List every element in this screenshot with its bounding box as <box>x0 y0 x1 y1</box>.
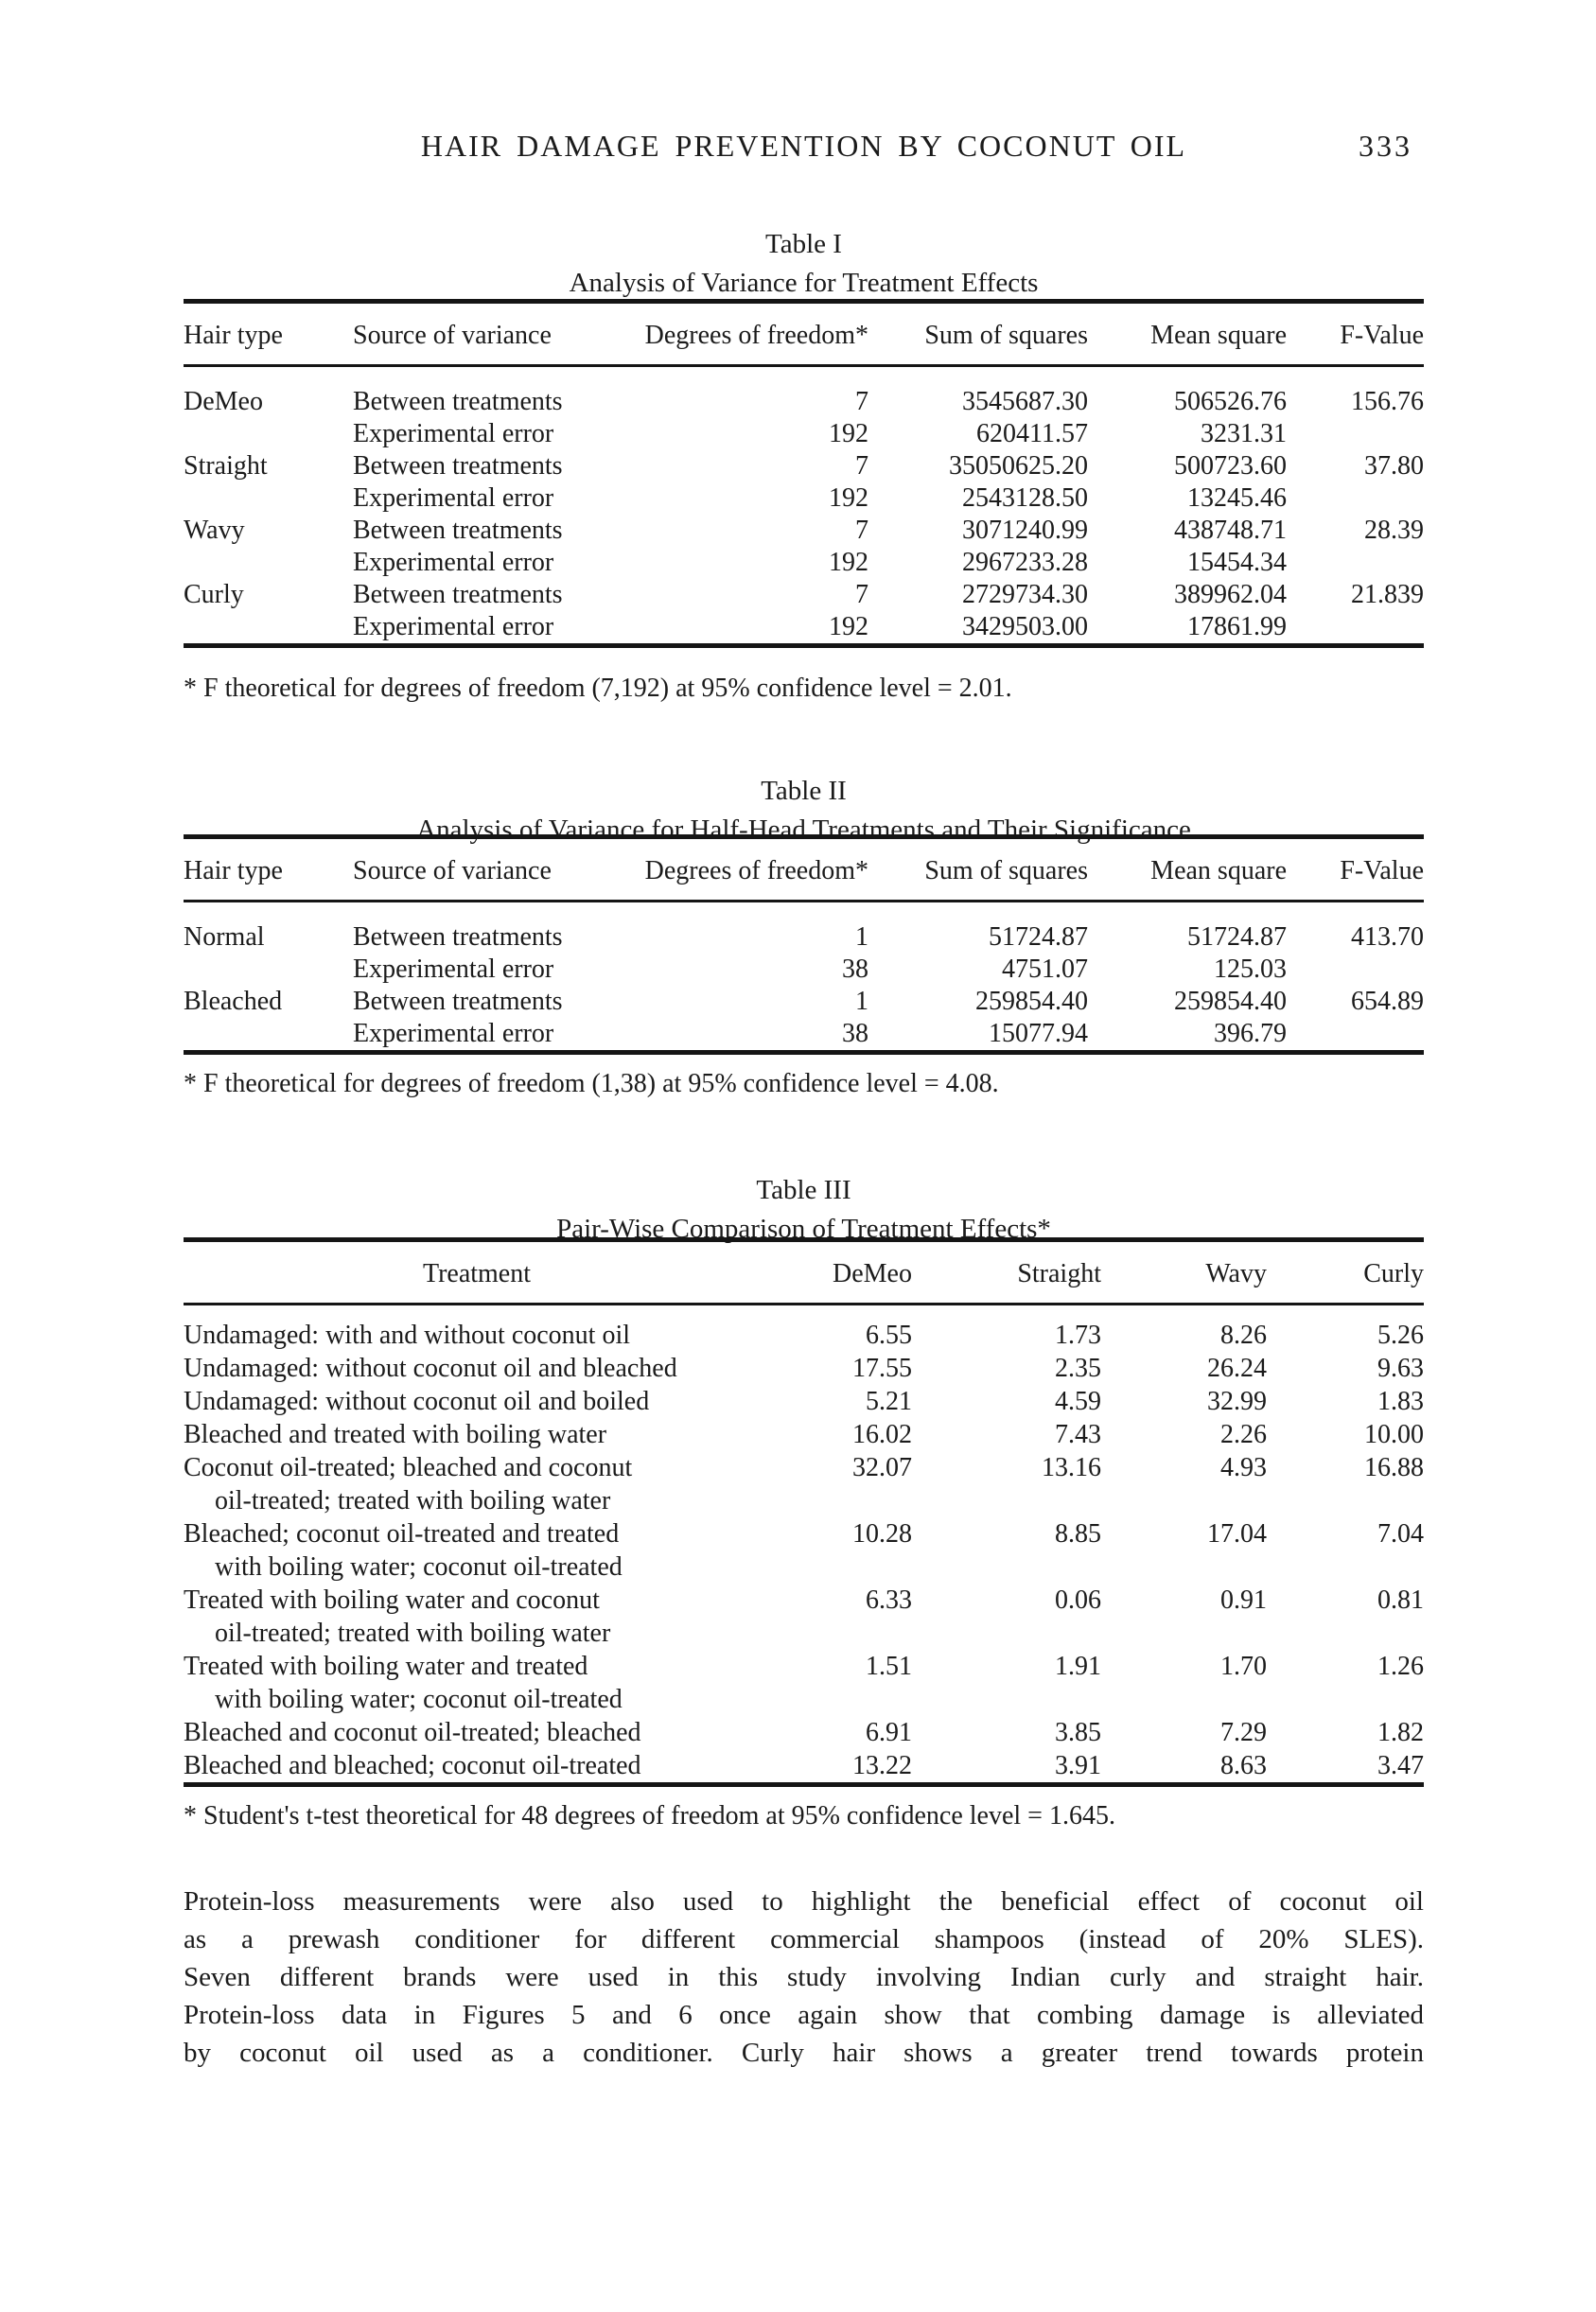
ss-cell: 3545687.30 <box>962 387 1088 416</box>
table-header-row <box>184 1240 1424 1305</box>
df-cell: 7 <box>855 387 868 416</box>
wavy-cell: 26.24 <box>1207 1354 1267 1383</box>
df-cell: 192 <box>829 548 868 577</box>
df-cell: 38 <box>842 955 868 984</box>
source-cell: Between treatments <box>353 516 563 545</box>
straight-cell: 8.85 <box>1055 1519 1101 1549</box>
curly-cell: 16.88 <box>1364 1453 1424 1482</box>
table-header-row <box>184 302 1424 366</box>
ms-cell: 438748.71 <box>1174 516 1287 545</box>
curly-cell: 10.00 <box>1364 1420 1424 1449</box>
ss-cell: 15077.94 <box>989 1019 1088 1048</box>
table-row <box>184 579 1424 611</box>
curly-cell: 1.26 <box>1377 1652 1424 1681</box>
ss-cell: 3071240.99 <box>962 516 1088 545</box>
table-row <box>184 1018 1424 1053</box>
col-header-wavy: Wavy <box>1101 1240 1267 1305</box>
hair-type-cell <box>184 482 353 515</box>
straight-cell: 0.06 <box>1055 1585 1101 1615</box>
demeo-cell: 5.21 <box>866 1387 912 1416</box>
f-value-cell: 37.80 <box>1364 451 1424 481</box>
table-row <box>184 1650 1424 1716</box>
ss-cell: 4751.07 <box>1002 955 1088 984</box>
treatment-line: oil-treated; treated with boiling water <box>215 1486 611 1515</box>
source-cell: Experimental error <box>353 419 554 448</box>
treatment-line: Undamaged: without coconut oil and boiled <box>184 1387 650 1416</box>
ss-cell: 259854.40 <box>975 987 1088 1016</box>
table-row <box>184 1451 1424 1517</box>
ss-cell: 3429503.00 <box>962 612 1088 641</box>
table-header-row <box>184 837 1424 902</box>
demeo-cell: 17.55 <box>852 1354 912 1383</box>
straight-cell: 4.59 <box>1055 1387 1101 1416</box>
table2-footnote: * F theoretical for degrees of freedom (1,38) at 95% confidence level = 4.08. <box>184 1069 999 1098</box>
demeo-cell: 1.51 <box>866 1652 912 1681</box>
source-cell: Experimental error <box>353 548 554 577</box>
table-row <box>184 1716 1424 1749</box>
f-value-cell <box>1287 954 1424 986</box>
table1-caption <box>184 225 1424 303</box>
col-header-mean-square: Mean square <box>1088 837 1287 902</box>
hair-type-cell: Straight <box>184 451 268 481</box>
treatment-cell <box>184 1352 770 1385</box>
table1-container <box>184 299 1424 648</box>
f-value-cell <box>1287 547 1424 579</box>
hair-type-cell: Bleached <box>184 987 283 1016</box>
ss-cell: 51724.87 <box>989 922 1088 952</box>
treatment-cell <box>184 1584 770 1650</box>
ss-cell: 2967233.28 <box>962 548 1088 577</box>
straight-cell: 13.16 <box>1042 1453 1101 1482</box>
paragraph-line: Protein-loss measurements were also used to highlight the beneficial effect of coconut oil <box>184 1886 1424 1917</box>
treatment-cell <box>184 1385 770 1418</box>
table-row <box>184 1305 1424 1353</box>
demeo-cell: 6.91 <box>866 1718 912 1747</box>
wavy-cell: 7.29 <box>1220 1718 1267 1747</box>
wavy-cell: 8.26 <box>1220 1321 1267 1350</box>
treatment-cell <box>184 1650 770 1716</box>
paragraph-line: Seven different brands were used in this study involving Indian curly and straight hair. <box>184 1962 1424 1992</box>
treatment-line: with boiling water; coconut oil-treated <box>215 1552 623 1582</box>
hair-type-cell <box>184 611 353 646</box>
table-row <box>184 366 1424 419</box>
table3-footnote: * Student's t-test theoretical for 48 degrees of freedom at 95% confidence level = 1.645. <box>184 1801 1115 1830</box>
df-cell: 1 <box>855 922 868 952</box>
df-cell: 192 <box>829 419 868 448</box>
col-header-source-of-variance: Source of variance <box>353 302 623 366</box>
f-value-cell: 413.70 <box>1351 922 1424 952</box>
curly-cell: 0.81 <box>1377 1585 1424 1615</box>
wavy-cell: 4.93 <box>1220 1453 1267 1482</box>
table2-subtitle: Analysis of Variance for Half-Head Treatments and Their Significance <box>416 814 1191 845</box>
straight-cell: 1.73 <box>1055 1321 1101 1350</box>
df-cell: 7 <box>855 580 868 609</box>
source-cell: Experimental error <box>353 612 554 641</box>
ss-cell: 620411.57 <box>976 419 1088 448</box>
source-cell: Experimental error <box>353 955 554 984</box>
body-paragraph <box>184 1883 1424 2072</box>
straight-cell: 3.85 <box>1055 1718 1101 1747</box>
f-value-cell <box>1287 611 1424 646</box>
page-header <box>184 129 1424 166</box>
ms-cell: 259854.40 <box>1174 987 1287 1016</box>
paragraph-line: Protein-loss data in Figures 5 and 6 once again show that combing damage is alleviated <box>184 2000 1424 2030</box>
col-header-hair-type: Hair type <box>184 837 353 902</box>
col-header-sum-of-squares: Sum of squares <box>868 302 1088 366</box>
treatment-line: Bleached and bleached; coconut oil-treated <box>184 1751 641 1780</box>
f-value-cell <box>1287 1018 1424 1053</box>
table2-anova-half-head <box>184 834 1424 1055</box>
col-header-straight: Straight <box>912 1240 1101 1305</box>
treatment-line: oil-treated; treated with boiling water <box>215 1619 611 1648</box>
ms-cell: 15454.34 <box>1187 548 1287 577</box>
paragraph-line: as a prewash conditioner for different commercial shampoos (instead of 20% SLES). <box>184 1924 1424 1954</box>
col-header-f-value: F-Value <box>1287 302 1424 366</box>
curly-cell: 3.47 <box>1377 1751 1424 1780</box>
ss-cell: 35050625.20 <box>949 451 1088 481</box>
f-value-cell: 28.39 <box>1364 516 1424 545</box>
hair-type-cell: Wavy <box>184 516 245 545</box>
ms-cell: 506526.76 <box>1174 387 1287 416</box>
table1-title: Table I <box>765 229 842 259</box>
demeo-cell: 13.22 <box>852 1751 912 1780</box>
hair-type-cell <box>184 954 353 986</box>
demeo-cell: 6.55 <box>866 1321 912 1350</box>
wavy-cell: 17.04 <box>1207 1519 1267 1549</box>
df-cell: 1 <box>855 987 868 1016</box>
table3-subtitle: Pair-Wise Comparison of Treatment Effects* <box>556 1214 1051 1244</box>
curly-cell: 1.82 <box>1377 1718 1424 1747</box>
treatment-cell <box>184 1749 770 1785</box>
table1-anova-treatment-effects <box>184 299 1424 648</box>
table-row <box>184 986 1424 1018</box>
table2-container <box>184 834 1424 1055</box>
treatment-line: Coconut oil-treated; bleached and coconut <box>184 1453 633 1482</box>
col-header-hair-type: Hair type <box>184 302 353 366</box>
col-header-demeo: DeMeo <box>770 1240 912 1305</box>
f-value-cell <box>1287 482 1424 515</box>
table-row <box>184 1749 1424 1785</box>
table-row <box>184 515 1424 547</box>
table1-subtitle: Analysis of Variance for Treatment Effects <box>569 268 1039 298</box>
treatment-cell <box>184 1418 770 1451</box>
curly-cell: 9.63 <box>1377 1354 1424 1383</box>
demeo-cell: 6.33 <box>866 1585 912 1615</box>
treatment-cell <box>184 1451 770 1517</box>
hair-type-cell <box>184 1018 353 1053</box>
ms-cell: 125.03 <box>1214 955 1287 984</box>
col-header-treatment: Treatment <box>184 1240 770 1305</box>
source-cell: Between treatments <box>353 580 563 609</box>
ms-cell: 51724.87 <box>1187 922 1287 952</box>
treatment-cell <box>184 1517 770 1584</box>
df-cell: 192 <box>829 483 868 513</box>
f-value-cell: 654.89 <box>1351 987 1424 1016</box>
ms-cell: 13245.46 <box>1187 483 1287 513</box>
treatment-line: Undamaged: with and without coconut oil <box>184 1321 631 1350</box>
treatment-line: Treated with boiling water and coconut <box>184 1585 600 1615</box>
demeo-cell: 32.07 <box>852 1453 912 1482</box>
ms-cell: 500723.60 <box>1174 451 1287 481</box>
demeo-cell: 10.28 <box>852 1519 912 1549</box>
wavy-cell: 32.99 <box>1207 1387 1267 1416</box>
df-cell: 7 <box>855 516 868 545</box>
table3-container <box>184 1237 1424 1787</box>
wavy-cell: 8.63 <box>1220 1751 1267 1780</box>
demeo-cell: 16.02 <box>852 1420 912 1449</box>
treatment-line: Bleached and coconut oil-treated; bleached <box>184 1718 641 1747</box>
table-row <box>184 482 1424 515</box>
table-row <box>184 1352 1424 1385</box>
ss-cell: 2729734.30 <box>962 580 1088 609</box>
source-cell: Experimental error <box>353 483 554 513</box>
table-row <box>184 547 1424 579</box>
running-title: HAIR DAMAGE PREVENTION BY COCONUT OIL <box>420 129 1187 163</box>
treatment-line: Treated with boiling water and treated <box>184 1652 588 1681</box>
ms-cell: 17861.99 <box>1187 612 1287 641</box>
treatment-line: Bleached; coconut oil-treated and treated <box>184 1519 620 1549</box>
curly-cell: 7.04 <box>1377 1519 1424 1549</box>
table-row <box>184 1418 1424 1451</box>
treatment-cell <box>184 1305 770 1353</box>
treatment-line: Bleached and treated with boiling water <box>184 1420 607 1449</box>
treatment-cell <box>184 1716 770 1749</box>
table-row <box>184 1584 1424 1650</box>
table2-title: Table II <box>761 776 847 806</box>
hair-type-cell: Curly <box>184 580 244 609</box>
table-row <box>184 450 1424 482</box>
table-row <box>184 902 1424 955</box>
source-cell: Experimental error <box>353 1019 554 1048</box>
paragraph-line: by coconut oil used as a conditioner. Curly hair shows a greater trend towards protein <box>184 2038 1424 2068</box>
hair-type-cell <box>184 547 353 579</box>
page-number: 333 <box>1359 129 1412 163</box>
straight-cell: 1.91 <box>1055 1652 1101 1681</box>
curly-cell: 1.83 <box>1377 1387 1424 1416</box>
ss-cell: 2543128.50 <box>962 483 1088 513</box>
col-header-sum-of-squares: Sum of squares <box>868 837 1088 902</box>
table-row <box>184 418 1424 450</box>
source-cell: Between treatments <box>353 451 563 481</box>
straight-cell: 3.91 <box>1055 1751 1101 1780</box>
straight-cell: 2.35 <box>1055 1354 1101 1383</box>
table-row <box>184 1517 1424 1584</box>
table1-footnote: * F theoretical for degrees of freedom (7,192) at 95% confidence level = 2.01. <box>184 674 1012 703</box>
ms-cell: 389962.04 <box>1174 580 1287 609</box>
f-value-cell: 21.839 <box>1351 580 1424 609</box>
df-cell: 192 <box>829 612 868 641</box>
hair-type-cell: Normal <box>184 922 265 952</box>
hair-type-cell <box>184 418 353 450</box>
df-cell: 7 <box>855 451 868 481</box>
source-cell: Between treatments <box>353 387 563 416</box>
source-cell: Between treatments <box>353 922 563 952</box>
col-header-f-value: F-Value <box>1287 837 1424 902</box>
wavy-cell: 2.26 <box>1220 1420 1267 1449</box>
wavy-cell: 0.91 <box>1220 1585 1267 1615</box>
col-header-degrees-of-freedom: Degrees of freedom* <box>623 837 868 902</box>
treatment-line: Undamaged: without coconut oil and bleached <box>184 1354 677 1383</box>
col-header-curly: Curly <box>1267 1240 1424 1305</box>
col-header-mean-square: Mean square <box>1088 302 1287 366</box>
col-header-source-of-variance: Source of variance <box>353 837 623 902</box>
source-cell: Between treatments <box>353 987 563 1016</box>
straight-cell: 7.43 <box>1055 1420 1101 1449</box>
df-cell: 38 <box>842 1019 868 1048</box>
table3-title: Table III <box>756 1175 851 1205</box>
wavy-cell: 1.70 <box>1220 1652 1267 1681</box>
table-row <box>184 954 1424 986</box>
treatment-line: with boiling water; coconut oil-treated <box>215 1685 623 1714</box>
f-value-cell: 156.76 <box>1351 387 1424 416</box>
ms-cell: 3231.31 <box>1201 419 1287 448</box>
hair-type-cell: DeMeo <box>184 387 263 416</box>
f-value-cell <box>1287 418 1424 450</box>
curly-cell: 5.26 <box>1377 1321 1424 1350</box>
ms-cell: 396.79 <box>1214 1019 1287 1048</box>
table-row <box>184 611 1424 646</box>
table3-pairwise-comparison <box>184 1237 1424 1787</box>
col-header-degrees-of-freedom: Degrees of freedom* <box>623 302 868 366</box>
table-row <box>184 1385 1424 1418</box>
